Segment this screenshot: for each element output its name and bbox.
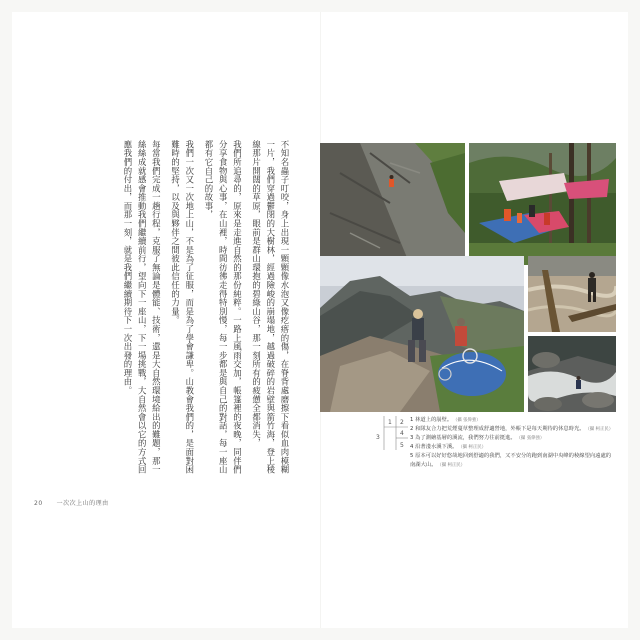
caption-text: 林道上的崩壁。 — [415, 417, 453, 423]
caption-number: 5 — [410, 453, 414, 459]
page-footer — [34, 498, 109, 507]
caption-credit: （攝 柯正民） — [587, 427, 614, 432]
caption-text: 原本可以好好悠哉地回到舒適的我們，又不安分的跑到南湖中央峰的稜線望向遠處的南湖大山。 — [410, 453, 612, 468]
index-label: 5 — [400, 442, 404, 449]
photo-mountain-climbers — [320, 256, 524, 412]
caption-item — [410, 443, 616, 452]
body-paragraph: 我們一次又一次地上山，不是為了征服，而是為了學會謙卑。山教會我們的，是面對困難時的堅持，以及與夥伴之間彼此信任的力量。 — [170, 140, 195, 475]
caption-item — [410, 416, 616, 425]
book-spread — [12, 12, 628, 628]
caption-item — [410, 452, 616, 470]
photo-campsite-tarps — [469, 143, 616, 265]
photo-rocky-river — [528, 336, 616, 412]
body-paragraph: 我們所追尋的，原來是走進自然的那份純粹。一路上風雨交加，帳篷裡的夜晚，同伴們分享食物與心事，在山裡，時間彷彿走得特別慢，每一步都是與自己的對話，每一座山都有它自己的故事， — [203, 140, 243, 475]
caption-number: 3 — [410, 435, 414, 441]
body-text-vertical — [112, 140, 292, 482]
index-label: 1 — [388, 419, 392, 426]
caption-credit: （攝 張偉強） — [455, 418, 481, 423]
photo-cliff-climber — [320, 143, 465, 265]
caption-text: 沿著淺水溪下溪。 — [415, 444, 458, 450]
body-paragraph: 不知名蟲子叮咬，身上出現一顆顆像水泡又像疙瘩的傷，在脊背處磨擦下看似血肉模糊一片，我們穿過鬱閉的大樹林，經過險峻的崩塌地，越過破碎的岩壁與箭竹海，登上稜線那片開闊的草原，眼前是群山環抱的碧綠山谷，那一刻所有的疲憊全都消失， — [251, 140, 290, 475]
photo-index-diagram — [370, 415, 408, 451]
caption-item — [410, 425, 616, 434]
caption-number: 4 — [410, 444, 414, 450]
photo-captions — [410, 416, 616, 470]
running-title: 一次次上山的理由 — [56, 500, 109, 507]
caption-item — [410, 434, 616, 443]
caption-number: 1 — [410, 417, 414, 423]
index-label: 4 — [400, 430, 404, 437]
page-number: 20 — [34, 500, 43, 507]
caption-text: 為了測繪基層的溪流，我們努力往前挺進。 — [415, 435, 516, 441]
caption-credit: （攝 張偉強） — [518, 436, 545, 441]
caption-text: 和隊友合力把荒煙蔓草整理成舒適營地，外帳下是每天期待的休息時光。 — [415, 426, 585, 432]
index-label: 2 — [400, 419, 404, 426]
caption-number: 2 — [410, 426, 414, 432]
photo-stream-log-crossing — [528, 256, 616, 332]
caption-credit: （攝 柯正民） — [460, 445, 486, 450]
index-label: 3 — [376, 434, 380, 441]
body-paragraph: 每當我們完成一趟行程，克服了無論是體能、技術，還是大自然環境給出的難題，那一絲絲成就感會推動我們繼續前行，望向下一座山，下一場挑戰，大自然會以它的方式回應我們的付出，而那一刻，就是我們繼續期待下一次出發的理由。 — [122, 140, 162, 475]
caption-credit: （攝 柯正民） — [439, 463, 466, 468]
